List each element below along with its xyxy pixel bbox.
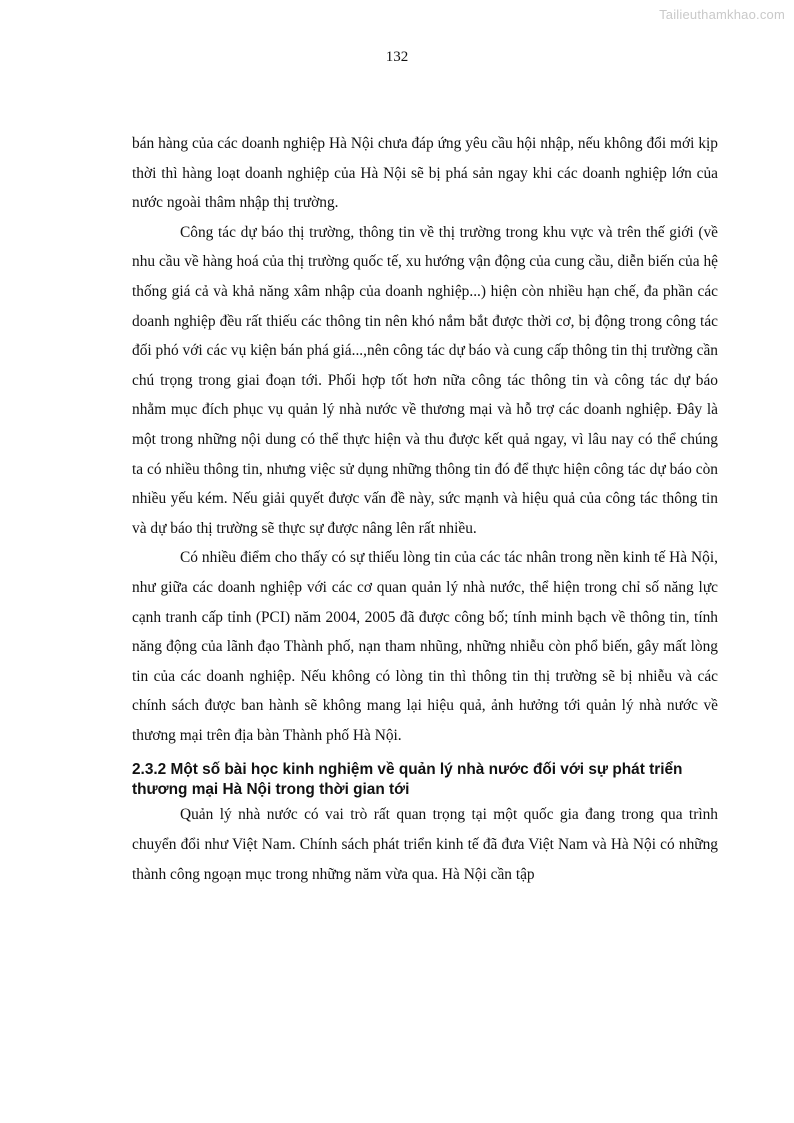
paragraph-market-forecast: Công tác dự báo thị trường, thông tin về thị trường trong khu vực và trên thế giới (về nhu cầu về hàng hoá của thị trường quốc tế, xu hướng vận động của cung cầu, diễn biến của hệ thống giá cả và khả năng xâm nhập của doanh nghiệp...) hiện còn nhiều hạn chế, đa phần các doanh nghiệp đều rất thiếu các thông tin nên khó nắm bắt được thời cơ, bị động trong công tác đối phó với các vụ kiện bán phá giá...,nên công tác dự báo và cung cấp thông tin thị trường cần chú trọng trong giai đoạn tới. Phối hợp tốt hơn nữa công tác thông tin và công tác dự báo nhằm mục đích phục vụ quản lý nhà nước về thương mại và hỗ trợ các doanh nghiệp. Đây là một trong những nội dung có thể thực hiện và thu được kết quả ngay, vì lâu nay có thể chúng ta có nhiều thông tin, nhưng việc sử dụng những thông tin đó để thực hiện công tác dự báo còn nhiều yếu kém. Nếu giải quyết được vấn đề này, sức mạnh và hiệu quả của công tác thông tin và dự báo thị trường sẽ thực sự được nâng lên rất nhiều. xyxy=(132,223,718,537)
paragraph-continuation: bán hàng của các doanh nghiệp Hà Nội chưa đáp ứng yêu cầu hội nhập, nếu không đổi mới kịp thời thì hàng loạt doanh nghiệp của Hà Nội sẽ bị phá sản ngay khi các doanh nghiệp lớn của nước ngoài thâm nhập thị trường. xyxy=(132,135,718,212)
paragraph-trust: Có nhiều điểm cho thấy có sự thiếu lòng tin của các tác nhân trong nền kinh tế Hà Nội, như giữa các doanh nghiệp với các cơ quan quản lý nhà nước, thể hiện trong chỉ số năng lực cạnh tranh cấp tỉnh (PCI) năm 2004, 2005 đã được công bố; tính minh bạch về thông tin, tính năng động của lãnh đạo Thành phố, nạn tham nhũng, những nhiễu còn phổ biến, gây mất lòng tin của các doanh nghiệp. Nếu không có lòng tin thì thông tin thị trường sẽ bị nhiễu và các chính sách được ban hành sẽ không mang lại hiệu quả, ảnh hưởng tới quản lý nhà nước về thương mại trên địa bàn Thành phố Hà Nội. xyxy=(132,549,718,744)
document-body xyxy=(132,129,718,889)
section-heading: 2.3.2 Một số bài học kinh nghiệm về quản lý nhà nước đối với sự phát triển thương mại Hà Nội trong thời gian tới xyxy=(132,761,683,799)
page-number: 132 xyxy=(385,49,409,65)
paragraph-state-management: Quản lý nhà nước có vai trò rất quan trọng tại một quốc gia đang trong qua trình chuyển đổi như Việt Nam. Chính sách phát triển kinh tế đã đưa Việt Nam và Hà Nội có những thành công ngoạn mục trong những năm vừa qua. Hà Nội cần tập xyxy=(132,806,718,883)
watermark-text: Tailieuthamkhao.com xyxy=(659,7,785,22)
